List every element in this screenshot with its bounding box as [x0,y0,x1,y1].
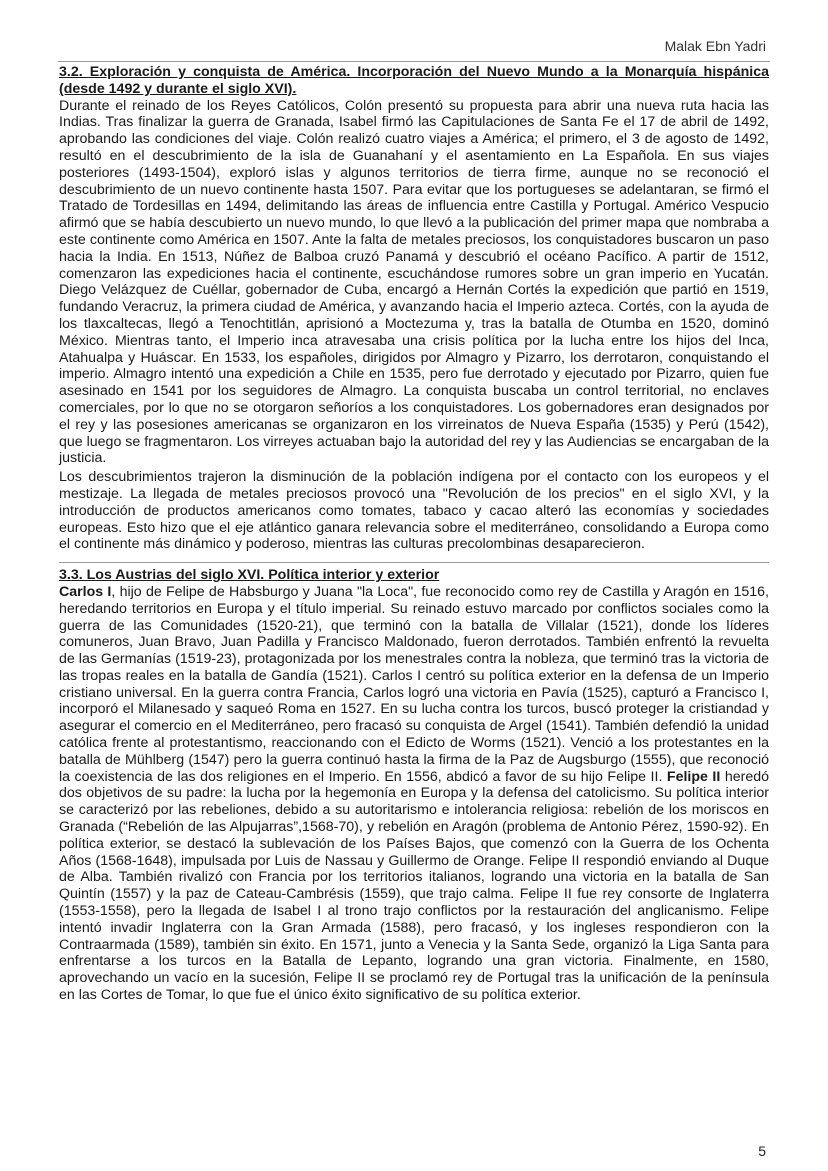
page-content [59,64,769,1004]
section-divider [59,562,769,563]
paragraph-austrias [59,584,769,1004]
section-title-exploration: 3.2. Exploración y conquista de América. Incorporación del Nuevo Mundo a la Monarquía hispánica (desde 1492 y durante el siglo XVI). [59,64,769,97]
felipe-ii-name: Felipe II [666,768,721,785]
section-title-austrias: 3.3. Los Austrias del siglo XVI. Política interior y exterior [59,567,440,584]
paragraph-exploration-2: Los descubrimientos trajeron la disminución de la población indígena por el contacto con los europeos y el mestizaje. La llegada de metales preciosos provocó una "Revolución de los precios" en el siglo XVI, y la introducción de productos americanos como tomates, tabaco y cacao alteró las economías y sociedades europeas. Esto hizo que el eje atlántico ganara relevancia sobre el mediterráneo, consolidando a Europa como el continente más dinámico y poderoso, mientras las culturas precolombinas desaparecieron. [59,469,769,553]
felipe-ii-text: heredó dos objetivos de su padre: la lucha por la hegemonía en Europa y la defensa del catolicismo. Su política interior se caracterizó por las rebeliones, debido a su autoritarismo e intolerancia religiosa: rebelión de los moriscos en Granada (“Rebelión de las Alpujarras”,1568-70), y rebelión en Aragón (problema de Antonio Pérez, 1590-92). En política exterior, se destacó la sublevación de los Países Bajos, que comenzó con la Guerra de los Ochenta Años (1568-1648), impulsada por Luis de Nassau y Guillermo de Orange. Felipe II respondió enviando al Duque de Alba. También rivalizó con Francia por los territorios italianos, logrando una victoria en la batalla de San Quintín (1557) y la paz de Cateau-Cambrésis (1559), que trajo calma. Felipe II fue rey consorte de Inglaterra (1553-1558), pero la llegada de Isabel I al trono trajo conflictos por la restauración del anglicanismo. Felipe intentó invadir Inglaterra con la Gran Armada (1588), pero fracasó, y los ingleses respondieron con la Contraarmada (1589), también sin éxito. En 1571, junto a Venecia y la Santa Sede, organizó la Liga Santa para enfrentarse a los turcos en la Batalla de Lepanto, logrando una gran victoria. Finalmente, en 1580, aprovechando un vacío en la sucesión, Felipe II se proclamó rey de Portugal tras la unificación de la península en las Cortes de Tomar, lo que fue el único éxito significativo de su política exterior. [59,768,770,1004]
header-divider [58,61,770,62]
paragraph-exploration-1: Durante el reinado de los Reyes Católicos, Colón presentó su propuesta para abrir una nueva ruta hacia las Indias. Tras finalizar la guerra de Granada, Isabel firmó las Capitulaciones de Santa Fe el 17 de abril de 1492, aprobando las condiciones del viaje. Colón realizó cuatro viajes a América; el primero, el 3 de agosto de 1492, resultó en el descubrimiento de la isla de Guanahaní y el asentamiento en La Española. En sus viajes posteriores (1493-1504), exploró islas y algunos territorios de tierra firme, aunque no se reconoció el descubrimiento de un nuevo continente hasta 1507. Para evitar que los portugueses se adelantaran, se firmó el Tratado de Tordesillas en 1494, delimitando las áreas de influencia entre Castilla y Portugal. Américo Vespucio afirmó que se había descubierto un nuevo mundo, lo que llevó a la publicación del primer mapa que nombraba a este continente como América en 1507. Ante la falta de metales preciosos, los conquistadores buscaron un paso hacia la India. En 1513, Núñez de Balboa cruzó Panamá y descubrió el océano Pacífico. A partir de 1512, comenzaron las expediciones hacia el continente, escuchándose rumores sobre un gran imperio en Yucatán. Diego Velázquez de Cuéllar, gobernador de Cuba, encargó a Hernán Cortés la expedición que partió en 1519, fundando Veracruz, la primera ciudad de América, y avanzando hacia el Imperio azteca. Cortés, con la ayuda de los tlaxcaltecas, llegó a Tenochtitlán, aprisionó a Moctezuma y, tras la batalla de Otumba en 1520, dominó México. Mientras tanto, el Imperio inca atravesaba una crisis política por la lucha entre los hijos del Inca, Atahualpa y Huáscar. En 1533, los españoles, dirigidos por Almagro y Pizarro, los derrotaron, conquistando el imperio. Almagro intentó una expedición a Chile en 1535, pero fue derrotado y ejecutado por Pizarro, quien fue asesinado en 1541 por los seguidores de Almagro. La conquista buscaba un control territorial, no enclaves comerciales, por lo que no se otorgaron señoríos a los conquistadores. Los gobernadores eran designados por el rey y las posesiones americanas se organizaron en los virreinatos de Nueva España (1535) y Perú (1542), que luego se fragmentaron. Los virreyes actuaban bajo la autoridad del rey y las Audiencias se encargaban de la justicia. [59,97,769,467]
carlos-i-text: , hijo de Felipe de Habsburgo y Juana "la Loca", fue reconocido como rey de Castilla y Aragón en 1516, heredando territorios en Europa y el título imperial. Su reinado estuvo marcado por conflictos sociales como la guerra de las Comunidades (1520-21), que terminó con la batalla de Villalar (1521), donde los líderes comuneros, Juan Bravo, Juan Padilla y Francisco Maldonado, fueron derrotados. También enfrentó la revuelta de las Germanías (1519-23), protagonizada por los menestrales contra la nobleza, que terminó tras la victoria de las tropas reales en la batalla de Gandía (1521). Carlos I centró su política exterior en la defensa de un Imperio cristiano universal. En la guerra contra Francia, Carlos logró una victoria en Pavía (1525), capturó a Francisco I, incorporó el Milanesado y saqueó Roma en 1527. En su lucha contra los turcos, buscó proteger la cristiandad y asegurar el comercio en el Mediterráneo, pero fracasó su conquista de Argel (1541). También defendió la unidad católica frente al protestantismo, reaccionando con el Edicto de Worms (1521). Venció a los protestantes en la batalla de Mühlberg (1547) pero la guerra continuó hasta la firma de la Paz de Augsburgo (1555), que reconoció la coexistencia de las dos religiones en el Imperio. En 1556, abdicó a favor de su hijo Felipe II. [59,583,769,785]
author-name: Malak Ebn Yadri [664,38,766,54]
page-number: 5 [758,1143,766,1159]
carlos-i-name: Carlos I [59,583,112,600]
